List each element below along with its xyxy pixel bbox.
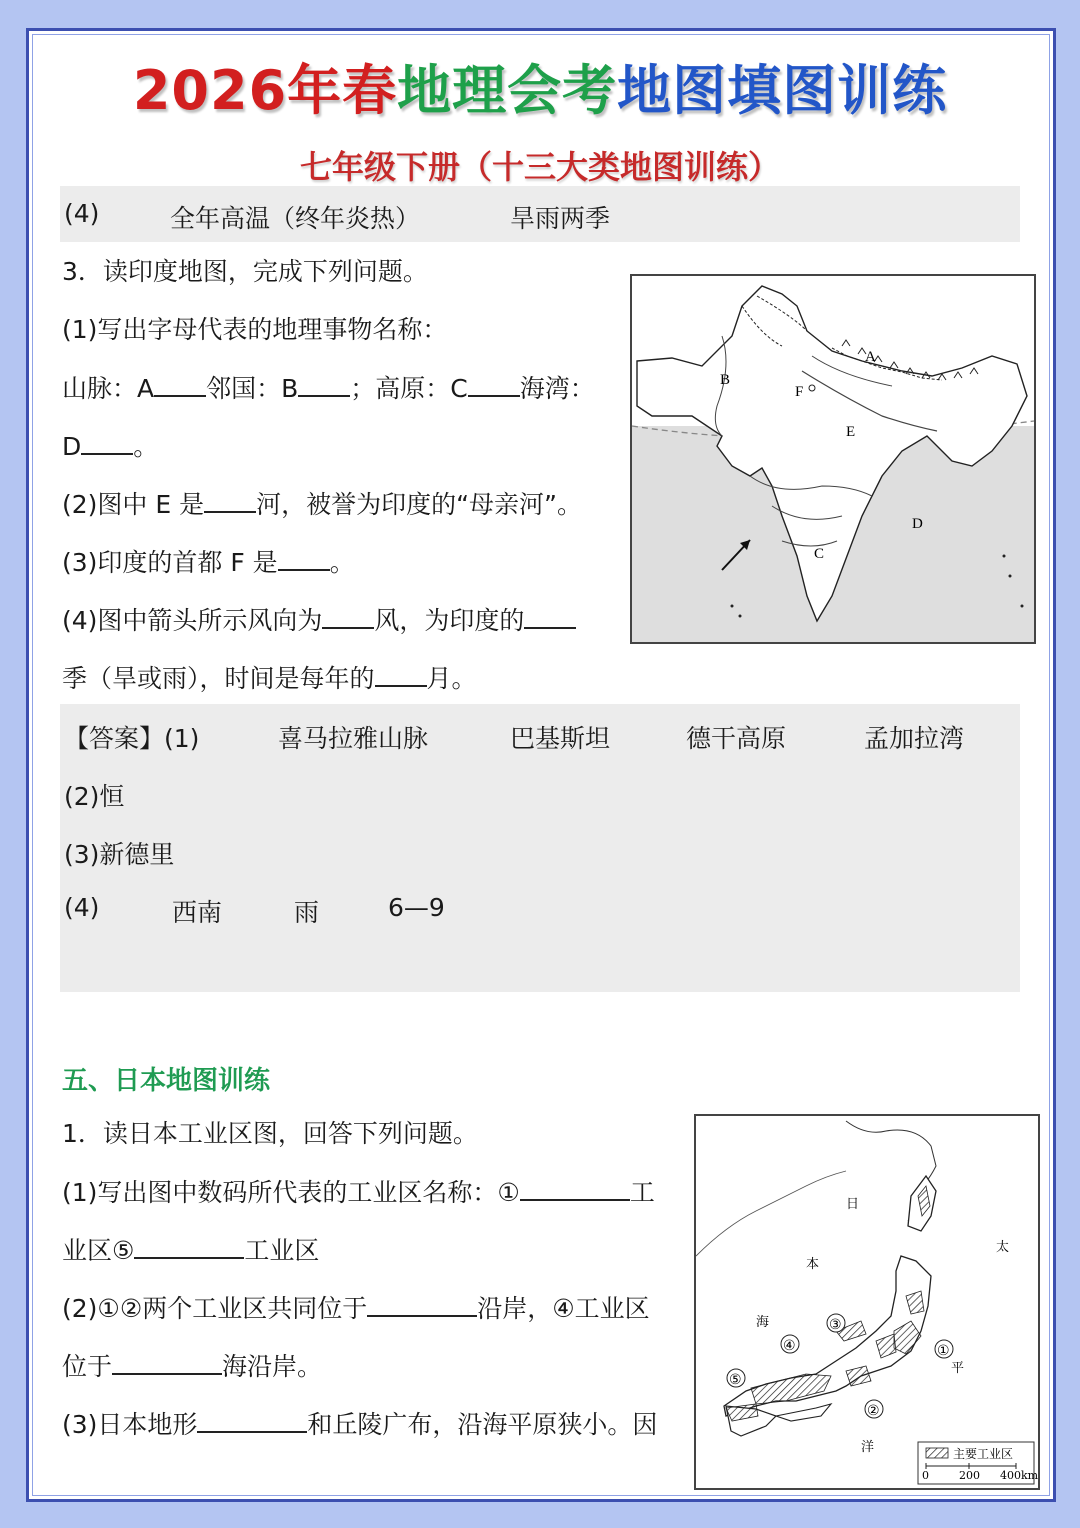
answer-a3: (3)新德里: [64, 840, 175, 869]
text: 月。: [426, 664, 477, 693]
answer-label: 【答案】(1): [64, 724, 200, 753]
title-geo-exam: 地理会考: [397, 59, 618, 122]
india-q3: [62, 547, 355, 578]
blank-coast[interactable]: [367, 1293, 477, 1317]
label-n1: ①: [937, 1343, 950, 1359]
blank-D[interactable]: [81, 431, 133, 455]
india-q4-line2: [62, 663, 477, 694]
text: 海沿岸。: [222, 1352, 323, 1381]
text: 沿岸，④工业区: [477, 1294, 650, 1323]
japan-q1: [62, 1177, 655, 1208]
scale-400: 400km: [1000, 1469, 1038, 1482]
blank-1[interactable]: [520, 1177, 630, 1201]
answer-a1-3: 德干高原: [686, 724, 787, 753]
label-n4: ④: [783, 1338, 796, 1354]
text: (1)写出图中数码所代表的工业区名称：①: [62, 1178, 520, 1207]
text: 。: [329, 548, 355, 577]
label-yang: 洋: [861, 1440, 875, 1455]
text: 河，被誉为印度的“母亲河”。: [256, 490, 583, 519]
india-q1: (1)写出字母代表的地理事物名称：: [62, 315, 448, 344]
label-hai: 海: [756, 1315, 770, 1330]
text: (4)图中箭头所示风向为: [62, 606, 323, 635]
japan-map: [694, 1114, 1040, 1490]
answer-a1-4: 孟加拉湾: [864, 724, 965, 753]
blank-months[interactable]: [375, 663, 427, 687]
scale-200: 200: [959, 1469, 980, 1482]
label-ben: 本: [806, 1257, 820, 1272]
blank-E[interactable]: [204, 489, 256, 513]
answer-a4-2: 雨: [294, 898, 320, 927]
page-subtitle: 七年级下册（十三大类地图训练）: [299, 148, 780, 186]
japan-q1-line2: [62, 1235, 319, 1266]
label-n2: ②: [867, 1403, 880, 1419]
india-question-title: 3．读印度地图，完成下列问题。: [62, 257, 428, 286]
label-A: A: [865, 349, 876, 365]
india-q2: [62, 489, 582, 520]
india-q1-line3: [62, 431, 158, 462]
blank-5[interactable]: [134, 1235, 244, 1259]
text: 位于: [62, 1352, 113, 1381]
blank-sea[interactable]: [112, 1351, 222, 1375]
india-map: [630, 274, 1036, 644]
text: (3)印度的首都 F 是: [62, 548, 278, 577]
answer-a1-2: 巴基斯坦: [510, 724, 611, 753]
text: 业区⑤: [62, 1236, 135, 1265]
text: 和丘陵广布，沿海平原狭小。因: [307, 1410, 658, 1439]
text: (3)日本地形: [62, 1410, 198, 1439]
label-ri: 日: [846, 1197, 860, 1212]
text: 工: [629, 1178, 655, 1207]
india-q4: [62, 605, 576, 636]
text: 山脉：A: [62, 374, 155, 403]
label-F: F: [795, 384, 804, 400]
japan-q2: [62, 1293, 650, 1324]
answer-a4-num: (4): [64, 893, 100, 922]
prev-answer-a: 全年高温（终年炎热）: [170, 204, 421, 233]
prev-answer-num: (4): [64, 199, 100, 228]
text: 工业区: [244, 1236, 320, 1265]
text: 季（旱或雨），时间是每年的: [62, 664, 375, 693]
label-ping: 平: [951, 1361, 965, 1376]
answer-a4-1: 西南: [172, 898, 223, 927]
answer-a1-1: 喜马拉雅山脉: [278, 724, 429, 753]
blank-season[interactable]: [524, 605, 576, 629]
blank-A[interactable]: [154, 373, 206, 397]
text: D: [62, 432, 82, 461]
india-map-drawing: [632, 276, 1034, 642]
label-D: D: [912, 516, 923, 532]
legend-label: 主要工业区: [953, 1447, 1014, 1461]
label-E: E: [846, 424, 856, 440]
india-q1-line2: [62, 373, 595, 404]
label-n5: ⑤: [729, 1372, 742, 1388]
page-title: [0, 48, 1080, 125]
section-japan-title: 五、日本地图训练: [62, 1066, 271, 1096]
japan-q2-line2: [62, 1351, 322, 1382]
blank-B[interactable]: [298, 373, 350, 397]
label-tai: 太: [996, 1240, 1010, 1255]
label-n3: ③: [829, 1317, 842, 1333]
blank-wind[interactable]: [322, 605, 374, 629]
title-map-training: 地图填图训练: [617, 59, 948, 122]
title-spring: 年春: [287, 59, 398, 122]
title-year: 2026: [132, 59, 288, 122]
text: (2)①②两个工业区共同位于: [62, 1294, 368, 1323]
answer-a4-3: 6—9: [388, 893, 445, 922]
text: (2)图中 E 是: [62, 490, 205, 519]
label-C: C: [814, 546, 825, 562]
blank-terrain[interactable]: [197, 1409, 307, 1433]
blank-F[interactable]: [278, 547, 330, 571]
answer-a2: (2)恒: [64, 782, 125, 811]
japan-question-title: 1．读日本工业区图，回答下列问题。: [62, 1119, 478, 1148]
prev-answer-b: 旱雨两季: [510, 204, 611, 233]
text: 风，为印度的: [374, 606, 525, 635]
japan-map-drawing: [696, 1116, 1038, 1488]
text: 海湾：: [519, 374, 595, 403]
text: 。: [133, 432, 159, 461]
scale-0: 0: [922, 1469, 929, 1482]
japan-q3: [62, 1409, 657, 1440]
text: 邻国：B: [206, 374, 299, 403]
blank-C[interactable]: [468, 373, 520, 397]
label-B: B: [720, 372, 731, 388]
text: ；高原：C: [350, 374, 468, 403]
